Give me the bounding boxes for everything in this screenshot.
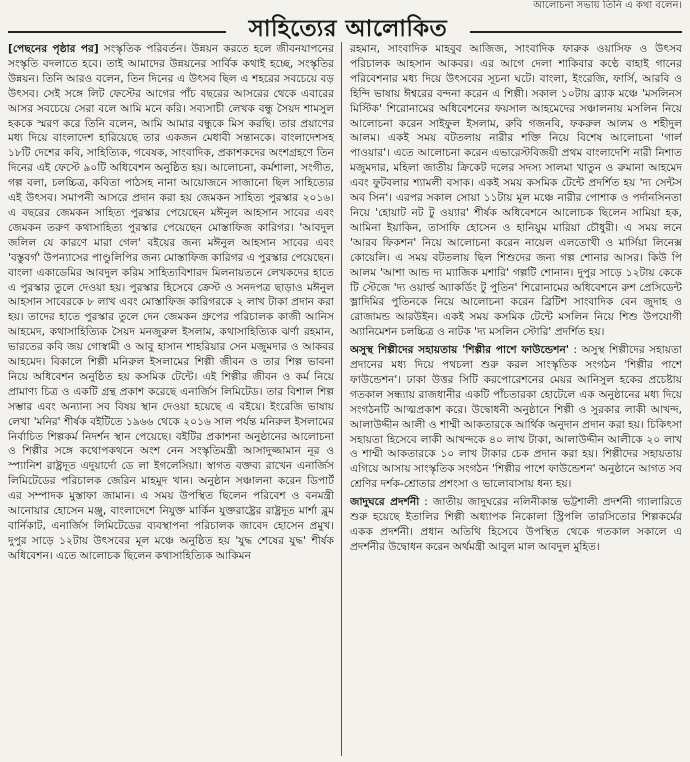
header-rule-left xyxy=(8,31,226,33)
header-rule-right xyxy=(470,31,682,33)
article-paragraph xyxy=(350,343,682,492)
article-paragraph xyxy=(350,495,682,555)
article-column-right xyxy=(350,42,682,758)
article-body-text: সংস্কৃতিক পরিবর্তন। উন্নয়ন করতে হলে জীবনযাপনের সংস্কৃতি বদলাতে হবে। তাই আমাদের উন্নয়নের সার্বিক কথাই হচ্ছে, সংস্কৃতির উন্নয়ন। তিনি আরও বলেন, তিন দিনের এ উৎসব ছিল এ শহরের সবচেয়ে বড় উৎসব। সেই সঙ্গে লিট ফেস্টের আগের পাঁচ বছরের আসরের থেকে এবারের আসর সবচেয়ে সেরা বলে আমি মনে করি। সব্যসাচী লেখক বন্ধু সৈয়দ শামসুল হককে স্মরণ করে তিনি বলেন, আমি আমার বন্ধুকে মিস করছি। তার প্রয়াণের মধ্য দিয়ে বাংলাদেশ হারিয়েছে তার একজন মেধাবী সন্তানকে। বাংলাদেশসহ ১৮টি দেশের কবি, সাহিত্যিক, গবেষক, সাংবাদিক, প্রকাশকদের অংশগ্রহণে তিন দিনের এই ফেস্টে ৯০টি অধিবেশন অনুষ্ঠিত হয়। আলোচনা, কর্মশালা, সংগীত, গল্প বলা, চলচ্চিত্র, কবিতা পাঠসহ নানা আয়োজনে সাজানো ছিল সাহিত্যের এই উৎসব। সমাপনী আসরে প্রদান করা হয় জেমকন সাহিত্য পুরস্কার ২০১৬। এ বছরের জেমকন সাহিত্য পুরস্কার পেয়েছেন মঈনুল আহসান সাবের এবং জেমকন তরুণ কথাসাহিত্য পুরস্কার পেয়েছেন মোস্তাফিজ কারিগর। 'আবদুল জলিল যে কারণে মারা গেল' বইয়ের জন্য মঈনুল আহসান সাবের এবং 'বস্তুবর্গ' উপন্যাসের পাণ্ডুলিপির জন্য মোস্তাফিজ কারিগর এ পুরস্কার পেয়েছেন। বাংলা একাডেমির আবদুল করিম সাহিত্যবিশারদ মিলনায়তনে লেখকদের হাতে এ পুরস্কার তুলে দেওয়া হয়। পুরস্কার হিসেবে ক্রেস্ট ও সনদপত্র ছাড়াও মঈনুল আহসান সাবেরকে ৮ লাখ এবং মোস্তাফিজ কারিগরকে ২ লাখ টাকা প্রদান করা হয়। তাদের হাতে পুরস্কার তুলে দেন জেমকন গ্রুপের পরিচালক কাজী আনিস আহমেদ, কথাসাহিত্যিক সৈয়দ মনজুরুল ইসলাম, কথাসাহিত্যিক ঝর্ণা রহমান, ভারতের কবি জয় গোস্বামী ও আবু হাসান শাহরিয়ার সেন মজুমদার ও আকবর আহমেদ। বিকালে শিল্পী মনিরুল ইসলামের শিল্পী জীবন ও তার শিল্প ভাবনা নিয়ে অধিবেশন অনুষ্ঠিত হয় কসমিক টেন্টে। এই শিল্পীর জীবন ও কর্ম নিয়ে প্রামাণ্য চিত্র ও একটি গ্রন্থ প্রকাশ করেছে এনার্জিস লিমিটেড। তার বিশাল শিল্প সম্ভার এবং অন্যান্য সব বিষয় স্থান দেওয়া হয়েছে এ বইয়ে। ইংরেজি ভাষায় লেখা 'মনির' শীর্ষক বইটিতে ১৯৬৬ থেকে ২০১৬ সাল পর্যন্ত মনিরুল ইসলামের নির্বাচিত শিল্পকর্ম নিদর্শন স্থান পেয়েছে। বইটির প্রকাশনা অনুষ্ঠানের আলোচনা ও শিল্পীর সঙ্গে কথোপকথনে অংশ নেন সংস্কৃতিমন্ত্রী আসাদুজ্জামান নূর ও স্প্যানিশ রাষ্ট্রদূত এদুয়ার্দো ডে লা ইগলেসিয়া। স্বাগত বক্তব্য রাখেন এনার্জিস লিমিটেডের পরিচালক জেরিন মাহমুদ খান। অনুষ্ঠান সঞ্চালনা করেন ডিপার্ট এর সম্পাদক মুস্তাফা জামান। এ সময় উপস্থিত ছিলেন পরিবেশ ও বনমন্ত্রী আনোয়ার হোসেন মঞ্জু, বাংলাদেশে নিযুক্ত মার্কিন যুক্তরাষ্ট্রের রাষ্ট্রদূত মার্শা ব্লুম বার্নিকাট, এনার্জিস লিমিটেডের ব্যবস্থাপনা পরিচালক জাবেদ হোসেন প্রমুখ। দুপুর সাড়ে ১২টায় উৎসবের মূল মঞ্চে অনুষ্ঠিত হয় 'যুদ্ধ শেষের যুদ্ধ' শীর্ষক অধিবেশন। এতে আলোচক ছিলেন কথাসাহিত্যিক আকিমন xyxy=(8,43,334,562)
previous-article-fragment: আলোচনা সভায় তিনি এ কথা বলেন। xyxy=(533,0,682,11)
article-paragraph xyxy=(8,42,334,564)
page-title: সাহিত্যের আলোকিত xyxy=(248,15,448,42)
subheading-jadughor: জাদুঘরে প্রদর্শনী xyxy=(350,496,420,509)
article-body-text: রহমান, সাংবাদিক মাহবুব আজিজ, সাংবাদিক ফারুক ওয়াসিফ ও উৎসব পরিচালক আহসান আকবর। এর আগে দেলা শাকিবার কণ্ঠে বাহাই গানের পরিবেশনার মধ্য দিয়ে উৎসবের সূচনা ঘটে। বাংলা, ইংরেজি, ফার্সি, আরবি ও হিন্দি ভাষায় ঈশ্বরের বন্দনা করেন এ শিল্পী। সকাল ১০টায় ব্র্যাক মঞ্চে 'মসলিনস মিস্টিক' শিরোনামের অধিবেশনের ফয়সাল আহমেদের সঞ্চালনায় মসলিন নিয়ে আলোচনা করেন সাইফুল ইসলাম, রুবি গজনবি, ফকরুল আলম ও শহীদুল আলম। একই সময় বটতলায় নারীর শক্তি নিয়ে বিশেষ আলোচনা 'গার্ল পাওয়ার'। এতে আলোচনা করেন এভারেস্টবিজয়ী প্রথম বাংলাদেশি নারী নিশাত মজুমদার, মহিলা জাতীয় ক্রিকেট দলের সদস্য সালমা খাতুন ও রুমানা আহমেদ এবং ফুটবলার শ্যামলী বসাক। একই সময় কসমিক টেন্টে প্রদর্শিত হয় 'দ্য সেন্টস অব সিন'। এরপর সকাল সোয়া ১১টায় মূল মঞ্চে নারীর পোশাক ও পর্দানসিনতা নিয়ে 'হোয়াট নট টু ওয়্যার' শীর্ষক অধিবেশনে আলোচক ছিলেন সামিয়া হক, আমিনা ইয়াকিন, তাসাফি হোসেন ও হানিয়ুম মারিয়া চৌধুরী। এ সময় লনে 'আরব ফিকশন' নিয়ে আলোচনা করেন নায়েল এলতোখী ও মার্সিয়া লিনেক্স কোয়েলি। এ সময় বটতলায় ছিল শিশুদের জন্য গল্প শোনার আসর। কিউ পি আলম 'আশা আন্ড দ্য ম্যাজিক মশারি' গল্পটি শোনান। দুপুর সাড়ে ১২টায় কেকে টি স্টেজে 'দ্য ওয়ার্ল্ড অ্যাকর্ডিং টু পুতিন' শিরোনামের অধিবেশনে রুশ প্রেসিডেন্ট ভ্লাদিমির পুতিনকে নিয়ে আলোচনা করেন ব্রিটিশ সাংবাদিক বেন জুদাহ ও রোজামন্ড আরউইন। একই সময় কসমিক টেন্টে মসলিন নিয়ে শিশু উপযোগী অ্যানিমেশন চলচ্চিত্র ও নাটক 'দ্য মসলিন স্টোরি' প্রদর্শিত হয়। xyxy=(350,43,682,339)
subheading-shilpir-pashe: অসুস্থ শিল্পীদের সহায়তায় 'শিল্পীর পাশে ফাউন্ডেশন' xyxy=(350,344,570,357)
article-paragraph xyxy=(350,42,682,340)
section-header xyxy=(0,10,690,44)
article-body-text: : অসুস্থ শিল্পীদের সহায়তা প্রদানের মধ্য দিয়ে পথচলা শুরু করল সাংস্কৃতিক সংগঠন 'শিল্পীর পাশে ফাউন্ডেশন'। ঢাকা উত্তর সিটি করপোরেশনের মেয়র আনিসুল হকের প্রচেষ্টায় গতকাল সন্ধ্যায় রাজধানীর একটি পাঁচতারকা হোটেলে এক অনুষ্ঠানের মধ্য দিয়ে সংগঠনটি আত্মপ্রকাশ করে। উদ্বোধনী অনুষ্ঠানে শিল্পী ও সুরকার লাকী আখন্দ, আলাউদ্দীন আলী ও শাম্মী আকতারকে আর্থিক অনুদান প্রদান করা হয়। চিকিৎসা সহায়তা হিসেবে লাকী আখন্দকে ৪০ লাখ টাকা, আলাউদ্দীন আলীকে ২০ লাখ ও শাম্মী আকতারকে ১০ লাখ টাকার চেক প্রদান করা হয়। শিল্পীদের সহায়তায় এগিয়ে আসায় সাংস্কৃতিক সংগঠন 'শিল্পীর পাশে ফাউন্ডেশন' অনুষ্ঠানে আগত সব শ্রেণির দর্শক-শ্রোতার প্রশংসা ও ভালোবাসায় ধন্য হয়। xyxy=(350,344,682,491)
continuation-kicker: [পেছনের পৃষ্ঠার পর] xyxy=(8,43,99,55)
column-divider xyxy=(341,42,342,756)
article-column-left xyxy=(8,42,334,758)
article-body-text: : জাতীয় জাদুঘরের নলিনীকান্ত ভট্টশালী প্রদর্শনী গ্যালারিতে শুরু হয়েছে ইতালির শিল্পী অধ্যাপক নিকোলা স্ট্রিপলি তারসিতোর শিল্পকর্মের একক প্রদর্শনী। প্রধান অতিথি হিসেবে উপস্থিত থেকে গতকাল সকালে এ প্রদর্শনীর উদ্বোধন করেন অর্থমন্ত্রী আবুল মাল আবদুল মুহিত। xyxy=(350,496,682,553)
